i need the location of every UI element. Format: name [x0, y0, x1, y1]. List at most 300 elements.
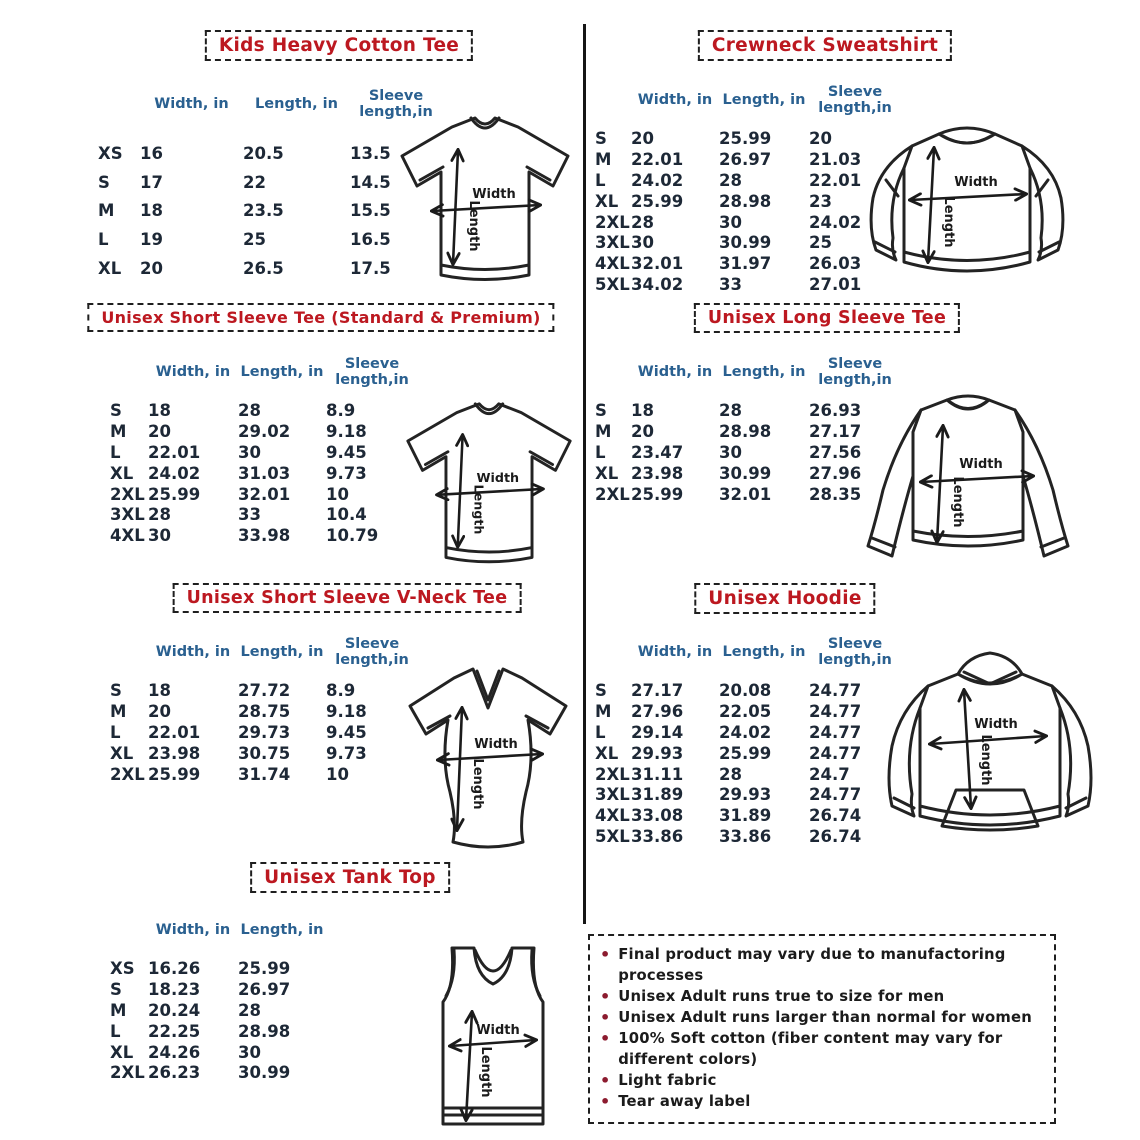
size-row: [110, 463, 418, 484]
value-cell: 16: [140, 143, 163, 163]
length-arrow: [457, 708, 462, 830]
size-row: [595, 722, 901, 743]
value-cell: 26.74: [809, 806, 862, 826]
size-cell: 4XL: [110, 526, 145, 546]
column-header: Width, in: [155, 922, 231, 939]
length-arrow-label: Length: [466, 200, 481, 252]
length-arrow: [937, 426, 943, 542]
size-row: [110, 1062, 418, 1083]
value-cell: 20.08: [719, 680, 772, 700]
value-cell: 14.5: [350, 172, 391, 192]
length-arrow-label: Length: [950, 476, 965, 528]
size-cell: XL: [595, 463, 619, 483]
value-cell: 20.5: [243, 143, 284, 163]
size-cell: M: [595, 149, 612, 169]
value-cell: 27.17: [809, 421, 862, 441]
note-text: Final product may vary due to manufactoring processes: [618, 946, 1006, 984]
size-cell: 2XL: [110, 1063, 145, 1083]
value-cell: 24.02: [631, 170, 684, 190]
value-cell: 22.01: [631, 149, 684, 169]
value-cell: 20: [631, 128, 654, 148]
column-header: Length, in: [240, 922, 324, 939]
column-header: Sleeve length,in: [818, 636, 892, 668]
value-cell: 20: [140, 259, 163, 279]
value-cell: 31.89: [631, 785, 684, 805]
width-arrow-label: Width: [959, 457, 1003, 472]
size-cell: XL: [98, 259, 122, 279]
length-arrow: [458, 435, 463, 546]
column-header: Length, in: [240, 644, 324, 661]
value-cell: 30: [631, 233, 654, 253]
value-cell: 22.01: [148, 442, 201, 462]
value-cell: 17: [140, 172, 163, 192]
size-cell: XL: [595, 743, 619, 763]
notes-list: [600, 944, 1044, 1112]
size-cell: S: [595, 400, 607, 420]
value-cell: 33.98: [238, 526, 291, 546]
note-text: Tear away label: [618, 1093, 751, 1110]
size-cell: L: [595, 442, 606, 462]
value-cell: 27.96: [809, 463, 862, 483]
size-row: [110, 400, 418, 421]
note-text: Unisex Adult runs true to size for men: [618, 988, 945, 1005]
table-header-row: [595, 352, 901, 394]
size-cell: XL: [110, 743, 134, 763]
value-cell: 31.89: [719, 806, 772, 826]
size-table-unisex-tee: [110, 352, 418, 546]
value-cell: 26.93: [809, 400, 862, 420]
value-cell: 29.93: [631, 743, 684, 763]
value-cell: 28.35: [809, 484, 862, 504]
length-arrow: [453, 150, 458, 264]
size-cell: XL: [110, 1042, 134, 1062]
value-cell: 30.99: [719, 463, 772, 483]
value-cell: 20: [631, 421, 654, 441]
tshirt-illustration: [398, 398, 580, 574]
value-cell: 26.74: [809, 827, 862, 847]
size-table-crewneck: [595, 80, 901, 295]
size-row: [595, 805, 901, 826]
value-cell: 24.77: [809, 701, 862, 721]
size-row: [595, 170, 901, 191]
width-arrow-label: Width: [974, 717, 1018, 732]
size-cell: L: [595, 722, 606, 742]
tshirt-illustration: [392, 112, 578, 292]
size-cell: 2XL: [110, 764, 145, 784]
hoodie-illustration: [876, 648, 1104, 858]
value-cell: 29.14: [631, 722, 684, 742]
value-cell: 33.86: [719, 827, 772, 847]
value-cell: 23.98: [148, 743, 201, 763]
size-cell: M: [110, 421, 127, 441]
note-item: [600, 944, 1044, 986]
value-cell: 30: [719, 212, 742, 232]
value-cell: 28: [238, 1000, 261, 1020]
tank-top-illustration: [418, 942, 568, 1140]
table-body: [110, 680, 418, 784]
value-cell: 30.99: [238, 1063, 291, 1083]
value-cell: 31.03: [238, 463, 291, 483]
length-arrow-label: Length: [470, 758, 485, 810]
table-body: [98, 139, 442, 283]
value-cell: 17.5: [350, 259, 391, 279]
table-header-row: [595, 80, 901, 122]
note-item: [600, 1007, 1044, 1028]
size-cell: 2XL: [110, 484, 145, 504]
value-cell: 31.74: [238, 764, 291, 784]
value-cell: 19: [140, 230, 163, 250]
bullet-icon: •: [600, 1071, 611, 1090]
column-header: Length, in: [722, 364, 806, 381]
value-cell: 9.18: [326, 421, 367, 441]
value-cell: 25.99: [148, 764, 201, 784]
table-body: [595, 128, 901, 295]
width-arrow-label: Width: [476, 1023, 520, 1038]
column-header: Width, in: [155, 644, 231, 661]
size-cell: 5XL: [595, 275, 630, 295]
value-cell: 10.79: [326, 526, 379, 546]
size-row: [110, 743, 418, 764]
size-row: [110, 442, 418, 463]
note-item: [600, 1028, 1044, 1070]
width-arrow-label: Width: [474, 737, 518, 752]
value-cell: 25.99: [238, 958, 291, 978]
section-title-crewneck: Crewneck Sweatshirt: [698, 30, 952, 61]
size-cell: M: [595, 421, 612, 441]
table-header-row: [110, 910, 418, 952]
value-cell: 26.97: [719, 149, 772, 169]
size-cell: 2XL: [595, 212, 630, 232]
value-cell: 21.03: [809, 149, 862, 169]
value-cell: 24.77: [809, 680, 862, 700]
value-cell: 23.98: [631, 463, 684, 483]
value-cell: 10: [326, 764, 349, 784]
size-row: [98, 254, 442, 283]
value-cell: 13.5: [350, 143, 391, 163]
value-cell: 9.73: [326, 743, 367, 763]
size-table-tank-top: [110, 910, 418, 1083]
value-cell: 30: [719, 442, 742, 462]
value-cell: 22.01: [148, 722, 201, 742]
width-arrow: [921, 476, 1033, 482]
value-cell: 9.45: [326, 722, 367, 742]
value-cell: 33.86: [631, 827, 684, 847]
size-row: [595, 191, 901, 212]
value-cell: 30.75: [238, 743, 291, 763]
sweatshirt-illustration: [864, 122, 1070, 294]
size-row: [110, 958, 418, 979]
value-cell: 30: [238, 442, 261, 462]
value-cell: 27.56: [809, 442, 862, 462]
column-header: Length, in: [722, 644, 806, 661]
column-header: Sleeve length,in: [818, 84, 892, 116]
value-cell: 28: [719, 170, 742, 190]
size-table-hoodie: [595, 632, 901, 847]
size-row: [110, 680, 418, 701]
section-title-unisex-tee: Unisex Short Sleeve Tee (Standard & Premium): [87, 303, 554, 332]
size-table-vneck: [110, 632, 418, 784]
table-body: [595, 680, 901, 847]
column-header: Width, in: [637, 364, 713, 381]
value-cell: 8.9: [326, 680, 356, 700]
size-row: [595, 826, 901, 847]
section-title-hoodie: Unisex Hoodie: [694, 583, 875, 614]
column-header: Sleeve length,in: [359, 88, 433, 120]
value-cell: 9.73: [326, 463, 367, 483]
section-title-vneck: Unisex Short Sleeve V-Neck Tee: [173, 583, 522, 613]
value-cell: 28: [719, 400, 742, 420]
size-row: [110, 764, 418, 785]
size-row: [595, 680, 901, 701]
size-row: [110, 979, 418, 1000]
value-cell: 26.23: [148, 1063, 201, 1083]
size-row: [98, 197, 442, 226]
value-cell: 25.99: [631, 484, 684, 504]
size-cell: S: [98, 172, 110, 192]
value-cell: 27.72: [238, 680, 291, 700]
column-header: Sleeve length,in: [818, 356, 892, 388]
value-cell: 16.5: [350, 230, 391, 250]
value-cell: 25.99: [719, 743, 772, 763]
value-cell: 28.98: [719, 421, 772, 441]
value-cell: 20: [809, 128, 832, 148]
value-cell: 20: [148, 421, 171, 441]
value-cell: 24.7: [809, 764, 850, 784]
size-row: [110, 421, 418, 442]
bullet-icon: •: [600, 1092, 611, 1111]
value-cell: 8.9: [326, 400, 356, 420]
size-row: [110, 504, 418, 525]
value-cell: 28.98: [238, 1021, 291, 1041]
value-cell: 33: [719, 275, 742, 295]
length-arrow: [928, 148, 934, 262]
size-cell: S: [110, 979, 122, 999]
value-cell: 18: [140, 201, 163, 221]
value-cell: 26.97: [238, 979, 291, 999]
size-row: [98, 225, 442, 254]
width-arrow: [437, 489, 543, 495]
value-cell: 27.96: [631, 701, 684, 721]
size-cell: S: [110, 400, 122, 420]
value-cell: 29.02: [238, 421, 291, 441]
value-cell: 23.47: [631, 442, 684, 462]
value-cell: 20.24: [148, 1000, 201, 1020]
column-header: Sleeve length,in: [335, 636, 409, 668]
value-cell: 32.01: [631, 254, 684, 274]
value-cell: 24.26: [148, 1042, 201, 1062]
size-row: [595, 253, 901, 274]
value-cell: 24.02: [719, 722, 772, 742]
value-cell: 29.73: [238, 722, 291, 742]
table-body: [110, 958, 418, 1083]
value-cell: 30.99: [719, 233, 772, 253]
size-cell: XS: [110, 958, 135, 978]
column-header: Width, in: [155, 364, 231, 381]
value-cell: 27.17: [631, 680, 684, 700]
section-title-kids-tee: Kids Heavy Cotton Tee: [205, 30, 473, 61]
note-text: Light fabric: [618, 1072, 717, 1089]
value-cell: 23.5: [243, 201, 284, 221]
size-cell: 4XL: [595, 806, 630, 826]
size-row: [595, 764, 901, 785]
size-cell: 4XL: [595, 254, 630, 274]
value-cell: 24.02: [148, 463, 201, 483]
value-cell: 22: [243, 172, 266, 192]
size-cell: 3XL: [595, 785, 630, 805]
width-arrow-label: Width: [954, 175, 998, 190]
value-cell: 18: [148, 680, 171, 700]
size-row: [110, 1021, 418, 1042]
value-cell: 30: [238, 1042, 261, 1062]
size-row: [595, 274, 901, 295]
size-row: [595, 232, 901, 253]
size-cell: L: [110, 442, 121, 462]
value-cell: 31.97: [719, 254, 772, 274]
value-cell: 32.01: [719, 484, 772, 504]
size-cell: 5XL: [595, 827, 630, 847]
value-cell: 22.05: [719, 701, 772, 721]
value-cell: 9.18: [326, 701, 367, 721]
size-cell: XS: [98, 143, 123, 163]
table-header-row: [110, 632, 418, 674]
value-cell: 24.02: [809, 212, 862, 232]
length-arrow-label: Length: [978, 734, 993, 786]
value-cell: 32.01: [238, 484, 291, 504]
value-cell: 10: [326, 484, 349, 504]
bullet-icon: •: [600, 945, 611, 964]
table-header-row: [110, 352, 418, 394]
value-cell: 28: [148, 505, 171, 525]
product-notes-box: [588, 934, 1056, 1124]
size-row: [98, 139, 442, 168]
vneck-tee-illustration: [398, 660, 578, 858]
value-cell: 28.98: [719, 191, 772, 211]
value-cell: 27.01: [809, 275, 862, 295]
value-cell: 25.99: [631, 191, 684, 211]
value-cell: 28.75: [238, 701, 291, 721]
size-cell: S: [110, 680, 122, 700]
value-cell: 34.02: [631, 275, 684, 295]
value-cell: 30: [148, 526, 171, 546]
note-item: [600, 986, 1044, 1007]
value-cell: 15.5: [350, 201, 391, 221]
value-cell: 26.5: [243, 259, 284, 279]
table-body: [110, 400, 418, 546]
section-title-tank-top: Unisex Tank Top: [250, 862, 450, 893]
value-cell: 28: [719, 764, 742, 784]
value-cell: 33.08: [631, 806, 684, 826]
value-cell: 31.11: [631, 764, 684, 784]
length-arrow-label: Length: [478, 1046, 493, 1098]
size-row: [110, 722, 418, 743]
size-cell: L: [110, 722, 121, 742]
length-arrow: [466, 1012, 472, 1120]
size-row: [110, 484, 418, 505]
width-arrow: [438, 754, 542, 760]
value-cell: 24.77: [809, 743, 862, 763]
width-arrow-label: Width: [472, 187, 516, 202]
value-cell: 18.23: [148, 979, 201, 999]
size-cell: 3XL: [595, 233, 630, 253]
value-cell: 20: [148, 701, 171, 721]
value-cell: 22.25: [148, 1021, 201, 1041]
value-cell: 16.26: [148, 958, 201, 978]
size-table-kids-tee: [98, 84, 442, 283]
value-cell: 18: [148, 400, 171, 420]
size-cell: S: [595, 128, 607, 148]
size-cell: 2XL: [595, 484, 630, 504]
size-cell: L: [595, 170, 606, 190]
value-cell: 28: [238, 400, 261, 420]
note-text: 100% Soft cotton (fiber content may vary for different colors): [618, 1030, 1003, 1068]
bullet-icon: •: [600, 1029, 611, 1048]
length-arrow-label: Length: [941, 196, 956, 248]
center-divider-line: [583, 24, 586, 924]
size-cell: 3XL: [110, 505, 145, 525]
value-cell: 23: [809, 191, 832, 211]
size-row: [110, 1042, 418, 1063]
value-cell: 33: [238, 505, 261, 525]
value-cell: 26.03: [809, 254, 862, 274]
size-cell: L: [110, 1021, 121, 1041]
value-cell: 18: [631, 400, 654, 420]
size-row: [595, 128, 901, 149]
size-row: [595, 743, 901, 764]
column-header: Width, in: [637, 92, 713, 109]
size-row: [110, 1000, 418, 1021]
column-header: Width, in: [154, 96, 229, 113]
size-row: [98, 168, 442, 197]
size-cell: XL: [595, 191, 619, 211]
value-cell: 9.45: [326, 442, 367, 462]
value-cell: 22.01: [809, 170, 862, 190]
size-row: [595, 149, 901, 170]
column-header: Length, in: [255, 96, 338, 113]
size-cell: M: [595, 701, 612, 721]
section-title-long-sleeve: Unisex Long Sleeve Tee: [694, 303, 960, 333]
note-item: [600, 1070, 1044, 1091]
length-arrow-label: Length: [471, 484, 487, 535]
column-header: Length, in: [722, 92, 806, 109]
value-cell: 28: [631, 212, 654, 232]
size-cell: 2XL: [595, 764, 630, 784]
width-arrow: [910, 194, 1026, 200]
value-cell: 25.99: [148, 484, 201, 504]
bullet-icon: •: [600, 987, 611, 1006]
value-cell: 25: [243, 230, 266, 250]
size-cell: L: [98, 230, 109, 250]
width-arrow-label: Width: [476, 470, 520, 486]
size-row: [595, 784, 901, 805]
size-row: [110, 701, 418, 722]
size-row: [110, 525, 418, 546]
long-sleeve-tee-illustration: [855, 392, 1081, 570]
table-header-row: [595, 632, 901, 674]
size-cell: M: [110, 1000, 127, 1020]
bullet-icon: •: [600, 1008, 611, 1027]
note-item: [600, 1091, 1044, 1112]
value-cell: 25: [809, 233, 832, 253]
width-arrow: [432, 205, 540, 211]
column-header: Length, in: [240, 364, 324, 381]
value-cell: 25.99: [719, 128, 772, 148]
value-cell: 10.4: [326, 505, 367, 525]
size-cell: M: [110, 701, 127, 721]
table-header-row: [98, 84, 442, 126]
value-cell: 24.77: [809, 722, 862, 742]
column-header: Width, in: [637, 644, 713, 661]
column-header: Sleeve length,in: [335, 356, 409, 388]
